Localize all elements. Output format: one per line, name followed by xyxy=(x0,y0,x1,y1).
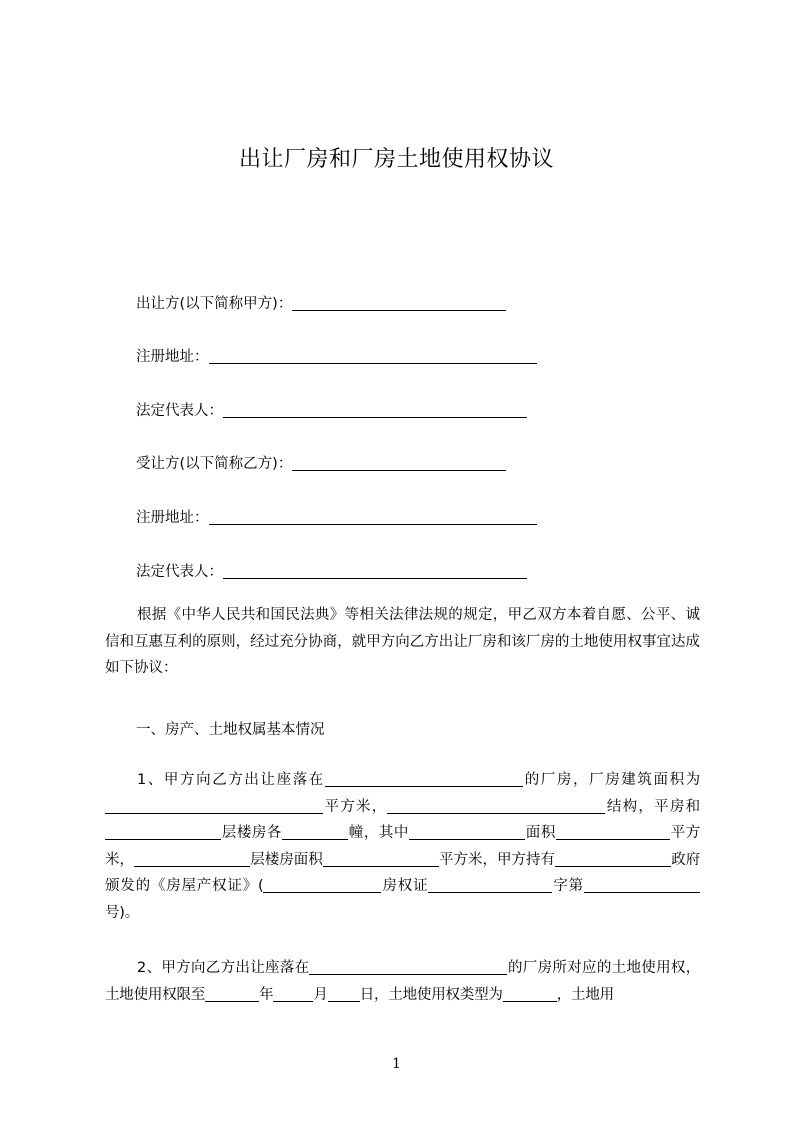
certificate-number-blank[interactable] xyxy=(584,878,700,893)
transferee-address-blank[interactable] xyxy=(209,508,537,525)
transferor-address-field xyxy=(136,345,537,366)
field-label: 受让方(以下简称乙方)： xyxy=(136,456,293,472)
location-blank[interactable] xyxy=(325,772,523,787)
field-label: 法定代表人： xyxy=(136,403,223,419)
document-title: 出让厂房和厂房土地使用权协议 xyxy=(238,147,554,172)
structure-blank[interactable] xyxy=(387,799,605,814)
building-area-blank[interactable] xyxy=(105,799,323,814)
transferee-representative-field xyxy=(136,560,527,581)
page-number: 1 xyxy=(392,1056,401,1072)
type-blank[interactable] xyxy=(409,825,525,840)
certificate-word-blank[interactable] xyxy=(428,878,552,893)
floors-blank[interactable] xyxy=(105,825,221,840)
field-label: 注册地址： xyxy=(136,349,209,365)
transferor-representative-field xyxy=(136,399,527,420)
certificate-prefix-blank[interactable] xyxy=(263,878,381,893)
transferor-address-blank[interactable] xyxy=(209,347,537,364)
intro-paragraph: 根据《中华人民共和国民法典》等相关法律法规的规定，甲乙双方本着自愿、公平、诚信和互惠互利的原则，经过充分协商，就甲方向乙方出让厂房和该厂房的土地使用权事宜达成如下协议： xyxy=(105,607,700,676)
transferee-representative-blank[interactable] xyxy=(223,562,527,579)
transferee-field xyxy=(136,452,506,473)
transferor-field xyxy=(136,292,506,313)
field-label: 出让方(以下简称甲方)： xyxy=(136,296,293,312)
land-use-type-blank[interactable] xyxy=(503,987,557,1002)
government-blank[interactable] xyxy=(555,852,671,867)
multi-floor-blank[interactable] xyxy=(134,852,250,867)
field-label: 注册地址： xyxy=(136,510,209,526)
transferee-address-field xyxy=(136,506,537,527)
clause2-location-blank[interactable] xyxy=(309,960,507,975)
field-label: 法定代表人： xyxy=(136,564,223,580)
building-count-blank[interactable] xyxy=(282,825,348,840)
transferee-blank[interactable] xyxy=(292,454,506,471)
transferor-blank[interactable] xyxy=(292,294,506,311)
section1-heading: 一、房产、土地权属基本情况 xyxy=(136,722,325,738)
day-blank[interactable] xyxy=(328,987,360,1002)
clause1-paragraph: 1、甲方向乙方出让座落在 的厂房，厂房建筑面积为平方米， 结构，平房和层楼房各 幢，其中 面积 平方米， 层楼房面积 平方米，甲方持有 政府颁发的《房屋产权证》( 房权证 字第号)。 xyxy=(105,772,701,921)
multi-floor-area-blank[interactable] xyxy=(323,852,439,867)
month-blank[interactable] xyxy=(273,987,313,1002)
year-blank[interactable] xyxy=(205,987,259,1002)
transferor-representative-blank[interactable] xyxy=(223,401,527,418)
area-blank[interactable] xyxy=(556,825,670,840)
clause2-paragraph: 2、甲方向乙方出让座落在 的厂房所对应的土地使用权，土地使用权限至 年 月 日，土地使用权类型为 ，土地用 xyxy=(105,960,700,1003)
